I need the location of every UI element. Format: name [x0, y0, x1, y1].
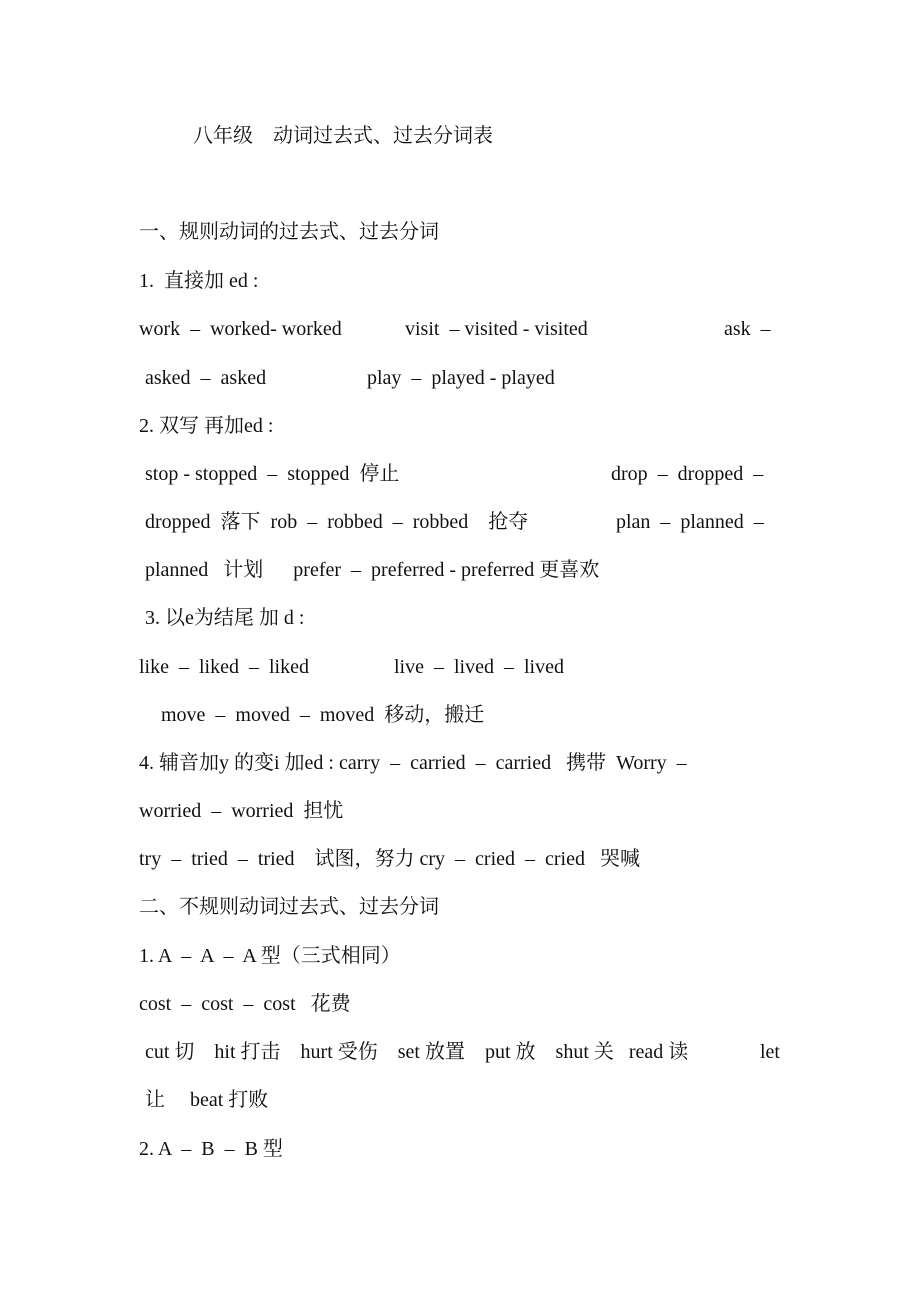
rule-4-label: 4. 辅音加y 的变i 加ed : carry – carried – carried 携带 Worry – [139, 752, 687, 774]
rule-3-example: like – liked – liked [139, 656, 309, 678]
rule-1-example: work – worked- worked [139, 318, 342, 340]
document-title: 八年级 动词过去式、过去分词表 [193, 125, 493, 147]
rule-1-example: play – played - played [367, 367, 555, 389]
rule-2-example: drop – dropped – [611, 463, 764, 485]
rule-1-label: 1. 直接加 ed : [139, 270, 259, 292]
section-1-heading: 一、规则动词的过去式、过去分词 [139, 221, 439, 243]
rule-2-example: dropped 落下 rob – robbed – robbed 抢夺 [145, 511, 529, 533]
rule-2-example: planned 计划 prefer – preferred - preferred 更喜欢 [145, 559, 600, 581]
rule-2-example: plan – planned – [616, 511, 764, 533]
rule-2-example: stop - stopped – stopped 停止 [145, 463, 400, 485]
section-2-heading: 二、不规则动词过去式、过去分词 [139, 896, 439, 918]
rule-3-example: move – moved – moved 移动，搬迁 [161, 704, 485, 726]
type-2-label: 2. A – B – B 型 [139, 1138, 283, 1160]
type-1-example: cut 切 hit 打击 hurt 受伤 set 放置 put 放 shut 关 read 读 [145, 1041, 689, 1063]
type-1-label: 1. A – A – A 型（三式相同） [139, 945, 401, 967]
rule-4-example: worried – worried 担忧 [139, 800, 344, 822]
type-1-example: 让 beat 打败 [145, 1089, 269, 1111]
rule-1-example: visit – visited - visited [405, 318, 588, 340]
type-1-example: let [760, 1041, 780, 1063]
type-1-example: cost – cost – cost 花费 [139, 993, 351, 1015]
rule-3-example: live – lived – lived [394, 656, 564, 678]
rule-3-label: 3. 以e为结尾 加 d : [145, 607, 305, 629]
rule-1-example: asked – asked [145, 367, 267, 389]
rule-4-example: try – tried – tried 试图，努力 cry – cried – cried 哭喊 [139, 848, 640, 870]
rule-2-label: 2. 双写 再加ed : [139, 415, 274, 437]
rule-1-example: ask – [724, 318, 771, 340]
